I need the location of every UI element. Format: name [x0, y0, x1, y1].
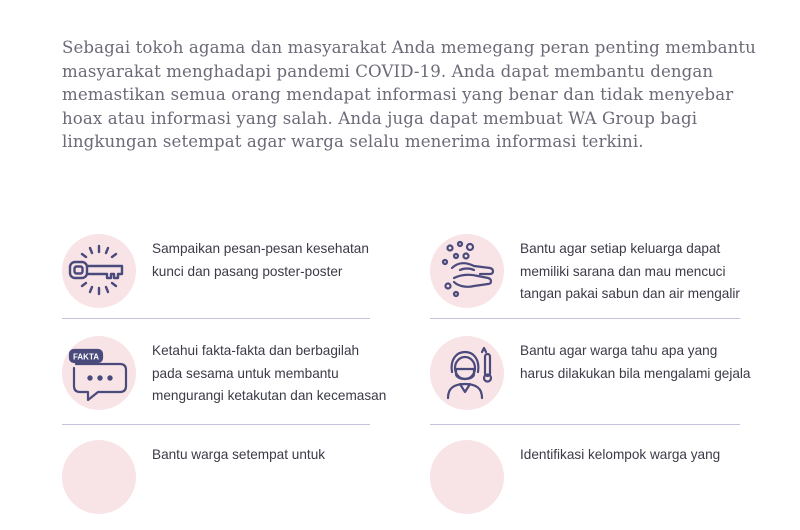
item-text: Bantu warga setempat untuk: [152, 447, 326, 462]
list-item-handwashing: [430, 234, 760, 324]
separator: [430, 424, 740, 425]
separator: [62, 318, 370, 319]
list-item-symptoms: [430, 336, 760, 426]
item-text: Identifikasi kelompok warga yang: [520, 447, 721, 462]
item-text: Sampaikan pesan-pesan kesehatan kunci dan pasang poster-poster: [152, 241, 369, 279]
partial-icon: [62, 440, 136, 514]
intro-paragraph: Sebagai tokoh agama dan masyarakat Anda memegang peran penting membantu masyarakat menghadapi pandemi COVID-19. Anda dapat membantu dengan memastikan semua orang mendapat informasi yang benar dan tidak menyebar hoax atau informasi yang salah. Anda juga dapat membuat WA Group bagi lingkungan setempat agar warga selalu menerima informasi terkini.: [62, 38, 756, 151]
item-text: Bantu agar setiap keluarga dapat memiliki sarana dan mau mencuci tangan pakai sabun dan air mengalir: [520, 241, 740, 301]
item-text: Ketahui fakta-fakta dan berbagilah pada sesama untuk membantu mengurangi ketakutan dan kecemasan: [152, 343, 387, 403]
handwashing-icon: [430, 234, 504, 308]
list-item-key-messages: [62, 234, 392, 324]
facts-speech-bubble-icon: [62, 336, 136, 410]
fakta-label: FAKTA: [72, 352, 100, 362]
separator: [62, 424, 370, 425]
partial-icon: [430, 440, 504, 514]
list-item-partial: [62, 440, 392, 530]
list-item-partial: [430, 440, 760, 530]
item-text: Bantu agar warga tahu apa yang harus dilakukan bila mengalami gejala: [520, 343, 751, 381]
list-item-facts: [62, 336, 392, 426]
fever-person-icon: [430, 336, 504, 410]
key-icon: [62, 234, 136, 308]
separator: [430, 318, 740, 319]
